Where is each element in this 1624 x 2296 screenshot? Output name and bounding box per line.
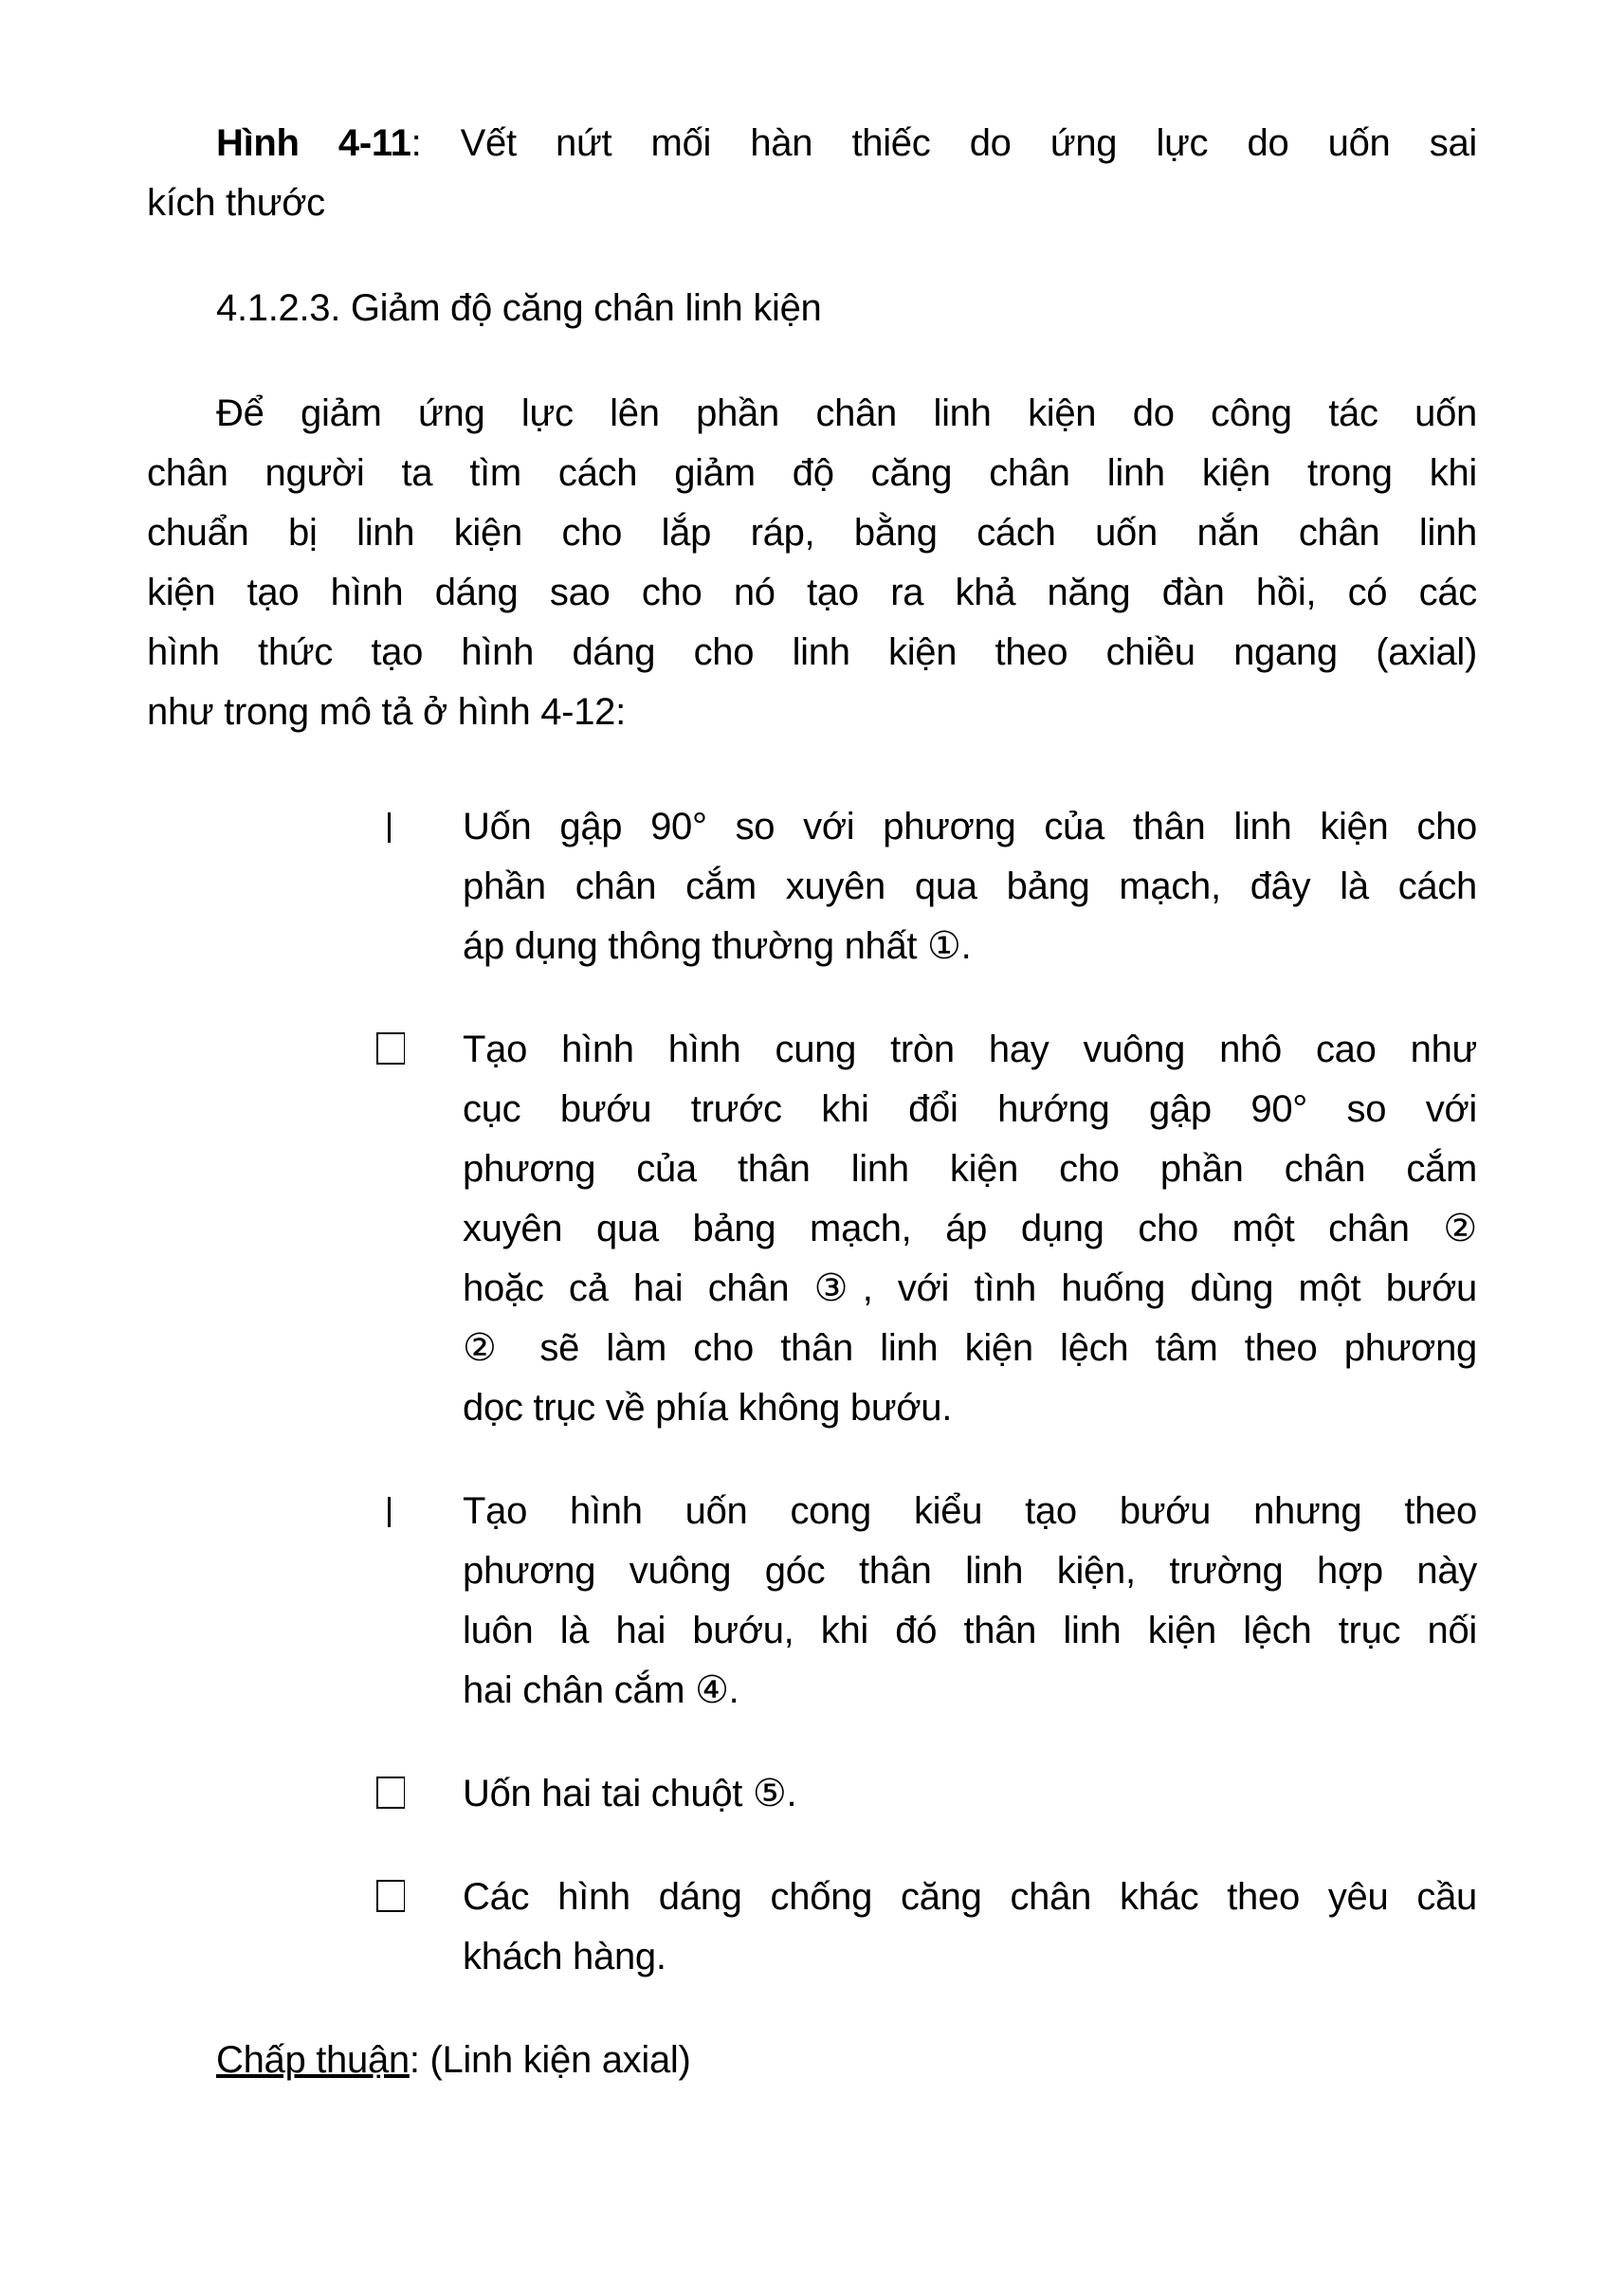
list-item bbox=[374, 1482, 1477, 1721]
bullet-text bbox=[463, 1482, 1477, 1721]
bullet-marker-cell bbox=[374, 1764, 463, 1809]
bullet-text bbox=[463, 1020, 1477, 1438]
list-item bbox=[374, 1868, 1477, 1987]
section-heading-para bbox=[147, 279, 1477, 338]
bullet-line: hai chân cắm ④. bbox=[463, 1669, 739, 1711]
bullet-line: Uốn gập 90° so với phương của thân linh kiện cho bbox=[463, 806, 1477, 847]
bullet-text bbox=[463, 797, 1477, 976]
bullet-line: phương của thân linh kiện cho phần chân cắm bbox=[463, 1148, 1477, 1190]
bullet-box-icon bbox=[376, 1032, 405, 1065]
figure-caption-label: Hình 4-11 bbox=[216, 122, 411, 164]
bullet-line: Tạo hình hình cung tròn hay vuông nhô cao như bbox=[463, 1029, 1477, 1070]
list-item bbox=[374, 797, 1477, 976]
intro-line: hình thức tạo hình dáng cho linh kiện theo chiều ngang (axial) bbox=[147, 631, 1477, 673]
section-heading: 4.1.2.3. Giảm độ căng chân linh kiện bbox=[216, 287, 822, 329]
approval-label: Chấp thuận bbox=[216, 2039, 410, 2081]
figure-caption-line-2: kích thước bbox=[147, 182, 325, 224]
intro-line: Để giảm ứng lực lên phần chân linh kiện do công tác uốn bbox=[216, 392, 1477, 434]
bullet-line: dọc trục về phía không bướu. bbox=[463, 1387, 953, 1429]
bullet-marker-cell bbox=[374, 1868, 463, 1912]
intro-line: chân người ta tìm cách giảm độ căng chân linh kiện trong khi bbox=[147, 452, 1477, 494]
bullet-line: khách hàng. bbox=[463, 1936, 666, 1977]
bullet-bar-icon bbox=[388, 812, 391, 843]
list-item bbox=[374, 1764, 1477, 1824]
list-item bbox=[374, 1020, 1477, 1438]
figure-caption-line-1 bbox=[147, 114, 1477, 173]
bullet-line: Uốn hai tai chuột ⑤. bbox=[463, 1773, 797, 1814]
bullet-line: Các hình dáng chống căng chân khác theo yêu cầu bbox=[463, 1876, 1477, 1918]
figure-caption-text: : Vết nứt mối hàn thiếc do ứng lực do uốn sai bbox=[411, 122, 1477, 164]
bullet-marker-cell bbox=[374, 1020, 463, 1065]
bullet-line: xuyên qua bảng mạch, áp dụng cho một chân ② bbox=[463, 1208, 1477, 1249]
intro-line: kiện tạo hình dáng sao cho nó tạo ra khả năng đàn hồi, có các bbox=[147, 572, 1477, 613]
bullet-line: phương vuông góc thân linh kiện, trường hợp này bbox=[463, 1550, 1477, 1592]
bullet-line: áp dụng thông thường nhất ①. bbox=[463, 925, 972, 967]
bullet-line: Tạo hình uốn cong kiểu tạo bướu nhưng theo bbox=[463, 1490, 1477, 1532]
bullet-list bbox=[147, 797, 1477, 1987]
bullet-text bbox=[463, 1764, 1477, 1824]
intro-line: chuẩn bị linh kiện cho lắp ráp, bằng cách uốn nắn chân linh bbox=[147, 512, 1477, 554]
approval-line bbox=[216, 2031, 1477, 2090]
bullet-line: luôn là hai bướu, khi đó thân linh kiện lệch trục nối bbox=[463, 1610, 1477, 1651]
bullet-box-icon bbox=[376, 1777, 405, 1809]
approval-text: : (Linh kiện axial) bbox=[409, 2039, 691, 2081]
intro-paragraph bbox=[147, 384, 1477, 742]
intro-line: như trong mô tả ở hình 4-12: bbox=[147, 691, 626, 733]
bullet-marker-cell bbox=[374, 797, 463, 843]
bullet-marker-cell bbox=[374, 1482, 463, 1527]
bullet-line: cục bướu trước khi đổi hướng gập 90° so với bbox=[463, 1088, 1477, 1130]
bullet-bar-icon bbox=[388, 1497, 391, 1527]
bullet-line: phần chân cắm xuyên qua bảng mạch, đây là cách bbox=[463, 866, 1477, 907]
bullet-text bbox=[463, 1868, 1477, 1987]
bullet-box-icon bbox=[376, 1880, 405, 1912]
bullet-line: ② sẽ làm cho thân linh kiện lệch tâm theo phương bbox=[463, 1327, 1477, 1369]
approval-text-line bbox=[216, 2031, 1477, 2090]
figure-caption bbox=[147, 114, 1477, 233]
bullet-line: hoặc cả hai chân ③, với tình huống dùng một bướu bbox=[463, 1267, 1477, 1309]
